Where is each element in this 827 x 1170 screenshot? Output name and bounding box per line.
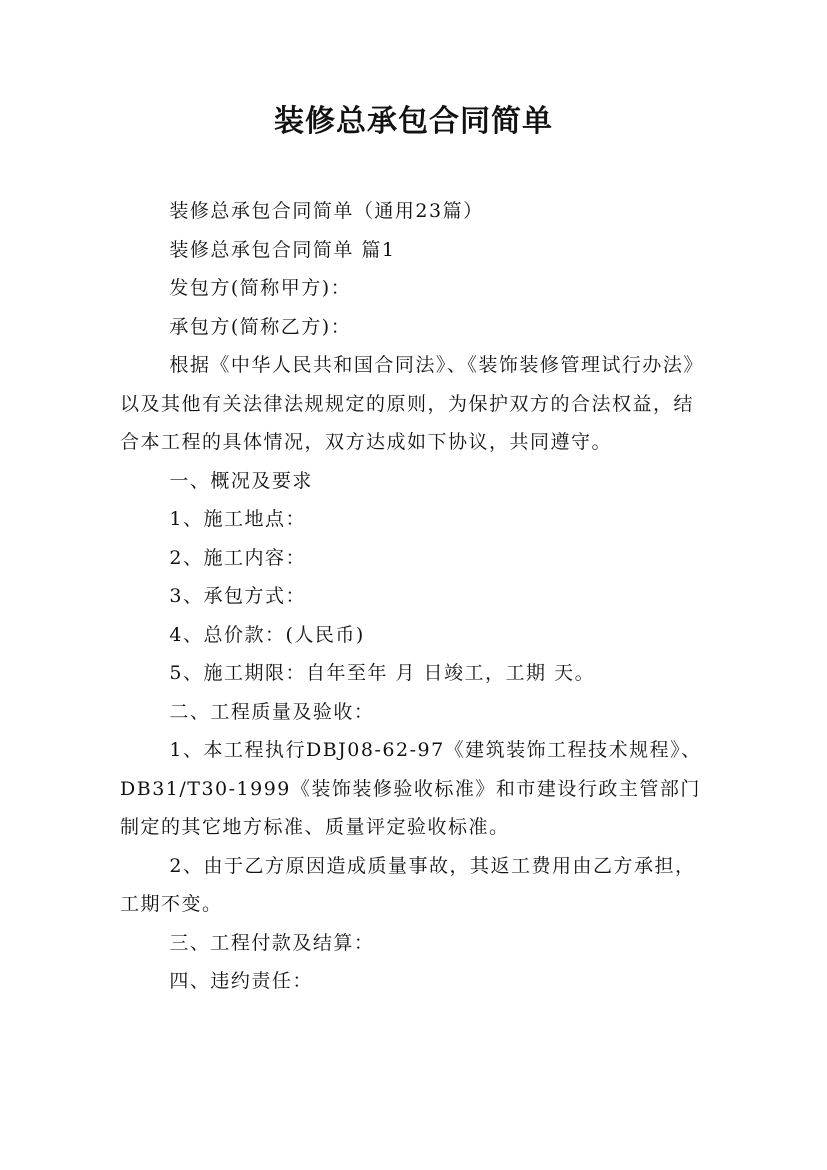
- paragraph-item-period: 5、施工期限：自年至年 月 日竣工，工期 天。: [169, 662, 596, 684]
- paragraph-section-heading: 装修总承包合同简单 篇1: [169, 238, 396, 261]
- paragraph-item-price: 4、总价款：(人民币): [169, 623, 365, 646]
- document-body: [120, 192, 710, 1001]
- paragraph-subtitle: 装修总承包合同简单（通用23篇）: [169, 200, 484, 222]
- paragraph-heading-payment: 三、工程付款及结算：: [169, 931, 375, 954]
- paragraph-item-content: 2、施工内容：: [169, 546, 306, 569]
- paragraph-item-method: 3、承包方式：: [169, 585, 306, 607]
- paragraph-heading-liability: 四、违约责任：: [169, 970, 313, 992]
- paragraph-quality-standards: 1、本工程执行DBJ08-62-97《建筑装饰工程技术规程》、DB31/T30-1999《装饰装修验收标准》和市建设行政主管部门制定的其它地方标准、质量评定验收标准。: [120, 739, 702, 838]
- paragraph-item-location: 1、施工地点：: [169, 508, 306, 530]
- paragraph-party-a: 发包方(简称甲方)：: [169, 277, 352, 299]
- paragraph-heading-quality: 二、工程质量及验收：: [169, 700, 375, 723]
- paragraph-heading-overview: 一、概况及要求: [169, 469, 313, 492]
- paragraph-party-b: 承包方(简称乙方)：: [169, 315, 352, 338]
- document-title: 装修总承包合同简单: [274, 104, 553, 139]
- paragraph-preamble: 根据《中华人民共和国合同法》、《装饰装修管理试行办法》以及其他有关法律法规规定的原则，为保护双方的合法权益，结合本工程的具体情况，双方达成如下协议，共同遵守。: [120, 354, 704, 453]
- paragraph-quality-accident: 2、由于乙方原因造成质量事故，其返工费用由乙方承担，工期不变。: [120, 854, 696, 915]
